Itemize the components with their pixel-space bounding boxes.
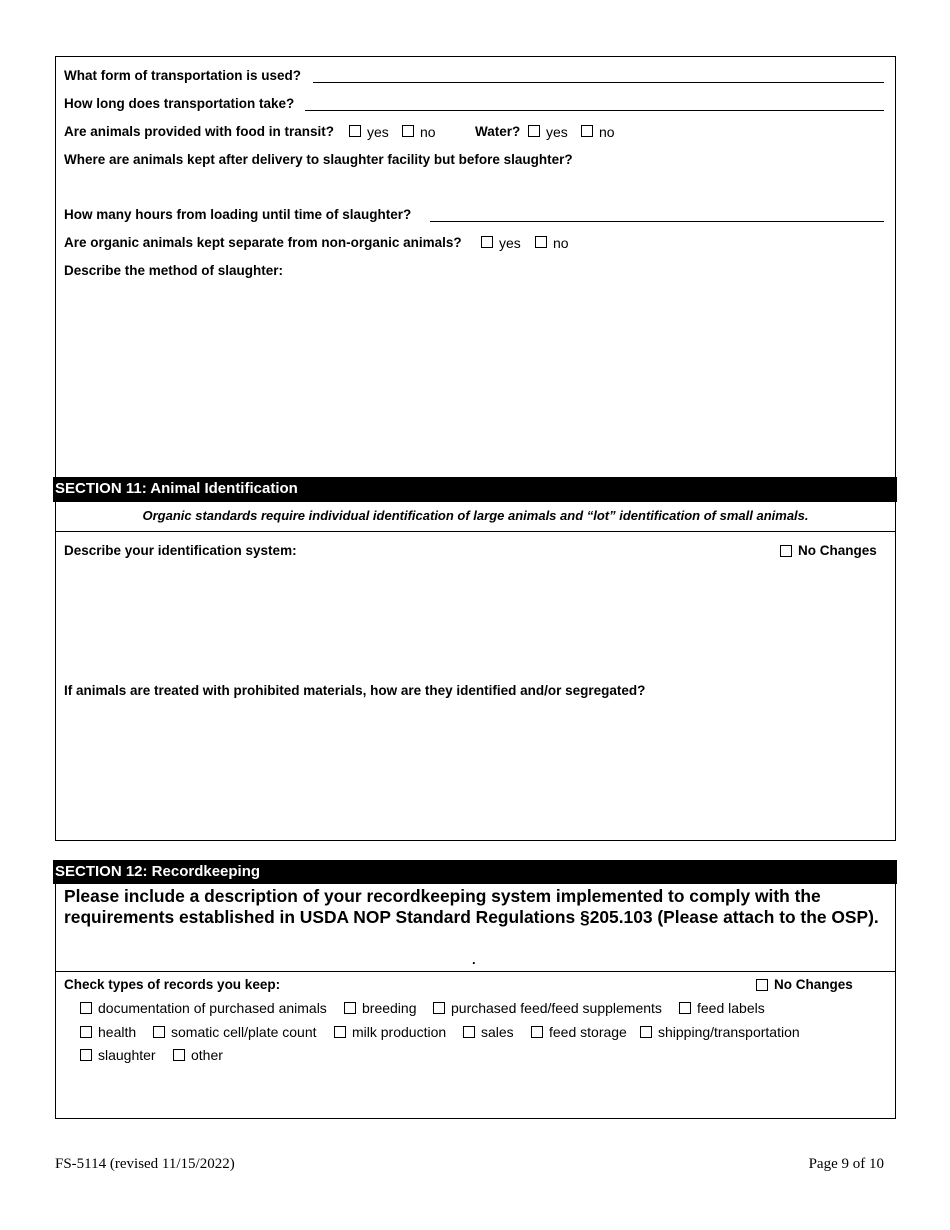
food-in-transit-question: Are animals provided with food in transit?: [64, 124, 335, 139]
form-identifier: FS-5114 (revised 11/15/2022): [55, 1156, 235, 1172]
record-other-label: other: [191, 1047, 223, 1063]
transport-duration-question: How long does transportation take?: [64, 96, 295, 111]
record-milk-production-checkbox[interactable]: [334, 1026, 346, 1038]
prohibited-identification-question: If animals are treated with prohibited materials, how are they identified and/or segregated?: [64, 683, 646, 698]
record-health-label: health: [98, 1024, 137, 1040]
hours-to-slaughter-question: How many hours from loading until time of slaughter?: [64, 207, 412, 222]
record-purchased-feed-label: purchased feed/feed supplements: [451, 1000, 662, 1016]
identification-system-question: Describe your identification system:: [64, 543, 297, 558]
record-sales-label: sales: [481, 1024, 514, 1040]
identification-system-textarea[interactable]: [60, 562, 890, 682]
record-sales-checkbox[interactable]: [463, 1026, 475, 1038]
section-11-no-changes-checkbox[interactable]: [780, 545, 792, 557]
section-11-no-changes-label: No Changes: [798, 543, 877, 558]
record-breeding-label: breeding: [362, 1000, 417, 1016]
hours-to-slaughter-input[interactable]: [430, 221, 884, 222]
record-purchased-feed-checkbox[interactable]: [433, 1002, 445, 1014]
record-feed-storage-label: feed storage: [549, 1024, 627, 1040]
food-yes-checkbox[interactable]: [349, 125, 361, 137]
transport-duration-input[interactable]: [305, 110, 884, 111]
record-somatic-cell-label: somatic cell/plate count: [171, 1024, 317, 1040]
section-12-no-changes-label: No Changes: [774, 977, 853, 992]
food-no-label: no: [420, 124, 436, 140]
record-health-checkbox[interactable]: [80, 1026, 92, 1038]
holding-location-question: Where are animals kept after delivery to slaughter facility but before slaughter?: [64, 152, 573, 167]
record-shipping-label: shipping/transportation: [658, 1024, 800, 1040]
prohibited-identification-textarea[interactable]: [60, 702, 890, 834]
separate-no-checkbox[interactable]: [535, 236, 547, 248]
section-12-instruction: Please include a description of your recordkeeping system implemented to comply with the requirements established in USDA NOP Standard Regulations §205.103 (Please attach to the OSP).: [64, 886, 879, 927]
record-types-question: Check types of records you keep:: [64, 977, 281, 992]
separation-question: Are organic animals kept separate from non-organic animals?: [64, 235, 462, 250]
record-somatic-cell-checkbox[interactable]: [153, 1026, 165, 1038]
separate-no-label: no: [553, 235, 569, 251]
transport-form-input[interactable]: [313, 82, 884, 83]
water-yes-label: yes: [546, 124, 568, 140]
record-feed-labels-label: feed labels: [697, 1000, 765, 1016]
section-12-dot: .: [472, 952, 476, 967]
water-no-checkbox[interactable]: [581, 125, 593, 137]
record-feed-labels-checkbox[interactable]: [679, 1002, 691, 1014]
section-11-header: SECTION 11: Animal Identification: [53, 477, 897, 502]
record-purchased-animals-checkbox[interactable]: [80, 1002, 92, 1014]
water-question: Water?: [475, 124, 521, 139]
food-yes-label: yes: [367, 124, 389, 140]
section-12-body: [55, 971, 896, 1119]
record-purchased-animals-label: documentation of purchased animals: [98, 1000, 327, 1016]
record-milk-production-label: milk production: [352, 1024, 447, 1040]
separate-yes-label: yes: [499, 235, 521, 251]
food-no-checkbox[interactable]: [402, 125, 414, 137]
record-shipping-checkbox[interactable]: [640, 1026, 652, 1038]
record-breeding-checkbox[interactable]: [344, 1002, 356, 1014]
record-slaughter-checkbox[interactable]: [80, 1049, 92, 1061]
record-other-checkbox[interactable]: [173, 1049, 185, 1061]
section-11-note: Organic standards require individual identification of large animals and “lot” identification of small animals.: [142, 508, 809, 523]
transport-form-question: What form of transportation is used?: [64, 68, 302, 83]
slaughter-method-question: Describe the method of slaughter:: [64, 263, 284, 278]
page-number: Page 9 of 10: [808, 1156, 884, 1172]
water-no-label: no: [599, 124, 615, 140]
record-feed-storage-checkbox[interactable]: [531, 1026, 543, 1038]
section-12-no-changes-checkbox[interactable]: [756, 979, 768, 991]
record-slaughter-label: slaughter: [98, 1047, 156, 1063]
section-12-header: SECTION 12: Recordkeeping: [53, 860, 897, 884]
separate-yes-checkbox[interactable]: [481, 236, 493, 248]
water-yes-checkbox[interactable]: [528, 125, 540, 137]
slaughter-method-textarea[interactable]: [60, 282, 890, 472]
